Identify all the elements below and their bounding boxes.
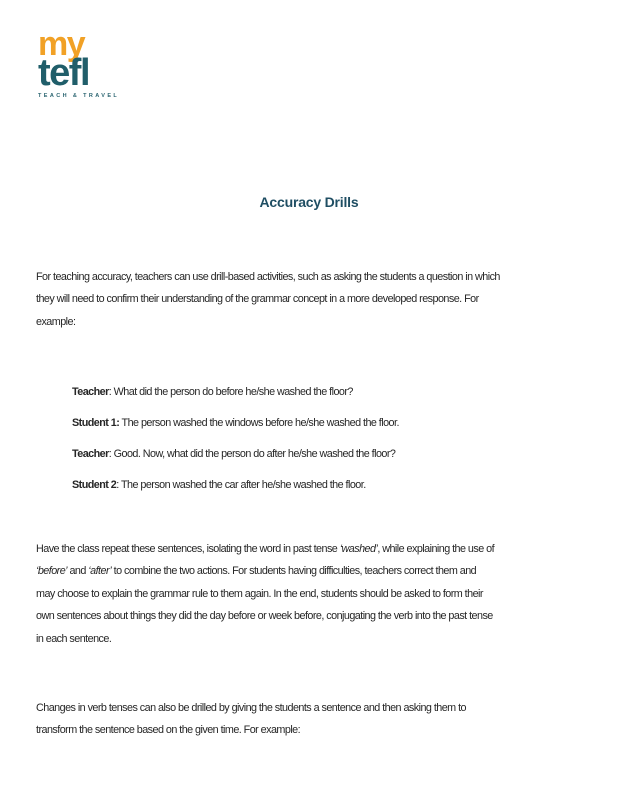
dialogue-example-block bbox=[72, 381, 399, 496]
text-line: Changes in verb tenses can also be drilled by giving the students a sentence and then asking them to bbox=[36, 702, 466, 714]
text-line: Have the class repeat these sentences, isolating the word in past tense ‘washed’, while explaining the use of bbox=[36, 543, 495, 555]
text-line: Teacher: What did the person do before he/she washed the floor? bbox=[72, 386, 353, 398]
document-title: Accuracy Drills bbox=[259, 194, 359, 210]
text-line: Teacher: Good. Now, what did the person do after he/she washed the floor? bbox=[72, 447, 396, 460]
text-line: they will need to confirm their understanding of the grammar concept in a more developed response. For bbox=[36, 293, 479, 306]
mytefl-logo bbox=[38, 25, 120, 99]
text-line: Student 1: The person washed the windows before he/she washed the floor. bbox=[72, 416, 399, 429]
text-line: own sentences about things they did the day before or week before, conjugating the verb into the past tense bbox=[36, 610, 493, 623]
text-line: transform the sentence based on the given time. For example: bbox=[36, 724, 301, 737]
explanation-paragraph bbox=[36, 538, 494, 650]
intro-paragraph bbox=[36, 266, 500, 333]
text-line: ‘before’ and ‘after’ to combine the two actions. For students having difficulties, teachers correct them and bbox=[36, 565, 477, 578]
logo-tagline: TEACH & TRAVEL bbox=[38, 93, 120, 99]
text-line: example: bbox=[36, 315, 76, 328]
logo-word-tefl: tefl bbox=[38, 52, 89, 94]
closing-paragraph bbox=[36, 697, 466, 742]
text-line: may choose to explain the grammar rule to them again. In the end, students should be asked to form their bbox=[36, 587, 483, 600]
logo-word-my: my bbox=[38, 25, 85, 63]
text-line: in each sentence. bbox=[36, 632, 112, 645]
text-line: Student 2: The person washed the car after he/she washed the floor. bbox=[72, 478, 366, 491]
text-line: For teaching accuracy, teachers can use drill-based activities, such as asking the students a question in which bbox=[36, 271, 500, 283]
